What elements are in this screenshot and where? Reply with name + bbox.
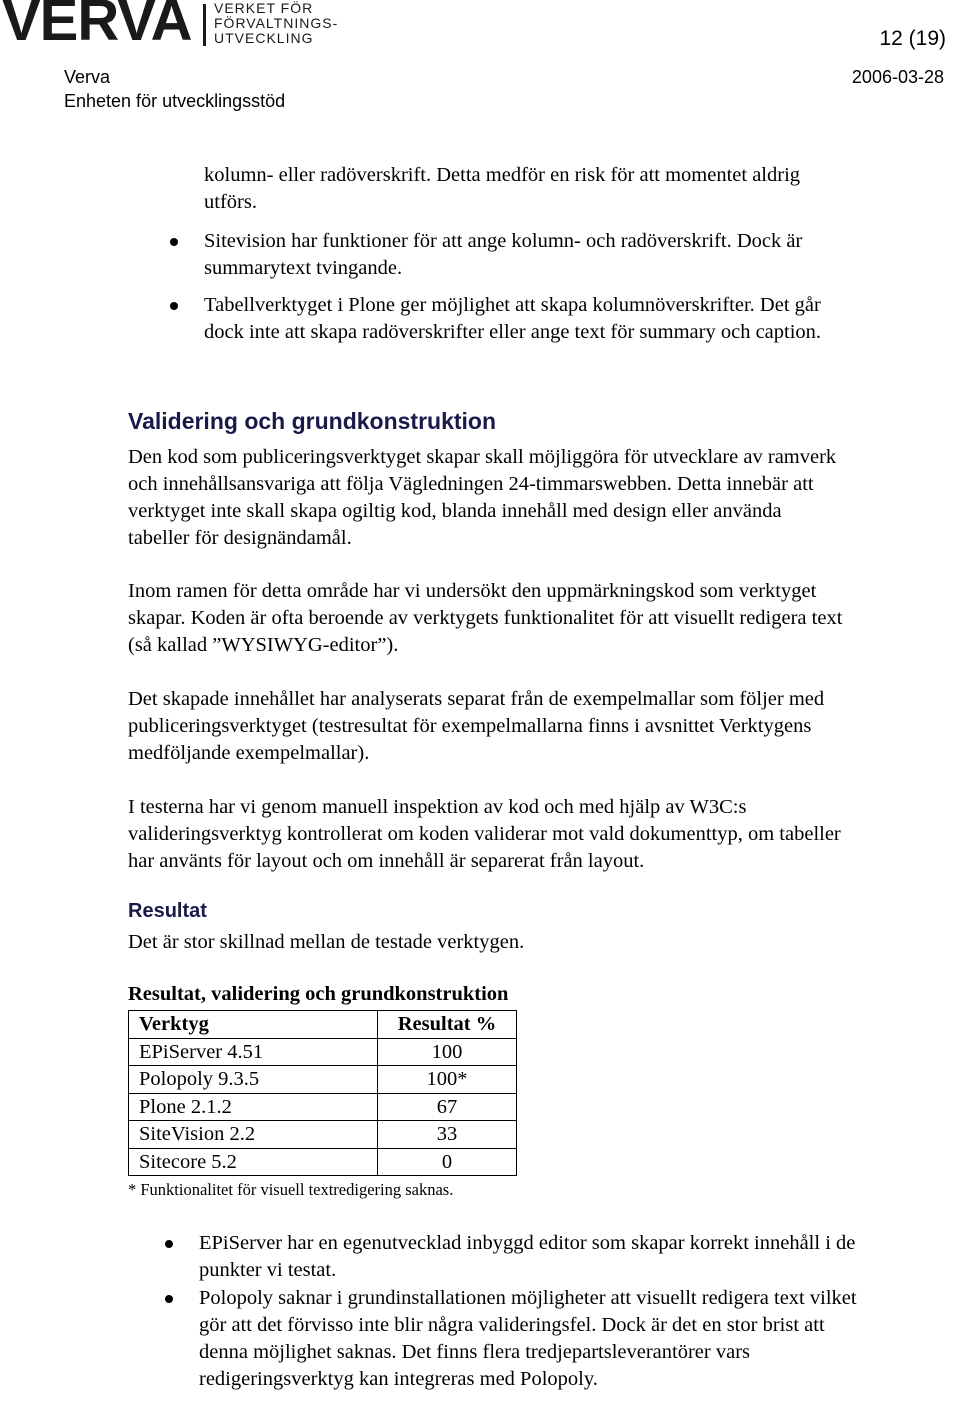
table-cell: 100* bbox=[378, 1066, 517, 1094]
table-row bbox=[129, 1121, 517, 1149]
section-heading: Validering och grundkonstruktion bbox=[128, 408, 497, 434]
list-item: EPiServer har en egenutvecklad inbyggd editor som skapar korrekt innehåll i de punkter vi testat. bbox=[199, 1232, 856, 1281]
table-cell: 33 bbox=[378, 1121, 517, 1149]
header-unit: Enheten för utvecklingsstöd bbox=[64, 91, 286, 111]
bullet-icon bbox=[170, 302, 178, 310]
logo-sub-line: FÖRVALTNINGS- bbox=[214, 15, 339, 31]
table-cell: EPiServer 4.51 bbox=[129, 1038, 378, 1066]
paragraph: Det skapade innehållet har analyserats separat från de exempelmallar som följer med publiceringsverktyget (testresultat för exempelmallarna finns i avsnittet Verktygens medföljande exempelmallar). bbox=[128, 688, 825, 764]
paragraph: Den kod som publiceringsverktyget skapar skall möjliggöra för utvecklare av ramverk och innehållsansvariga att följa Vägledningen 24-timmarswebben. Detta innebär att verktyget inte skall skapa ogiltig kod, blanda innehåll med design eller använda tabeller för designändamål. bbox=[128, 446, 837, 549]
column-header: Verktyg bbox=[129, 1011, 378, 1039]
result-text: Det är stor skillnad mellan de testade verktygen. bbox=[128, 931, 525, 953]
logo-subtitle bbox=[214, 1, 338, 46]
table-cell: SiteVision 2.2 bbox=[129, 1121, 378, 1149]
bullet-icon bbox=[165, 1295, 173, 1303]
table-row bbox=[129, 1066, 517, 1094]
list-item: kolumn- eller radöverskrift. Detta medför en risk för att momentet aldrig utförs. bbox=[204, 164, 801, 213]
list-item: Tabellverktyget i Plone ger möjlighet att skapa kolumnöverskrifter. Det går dock inte att skapa radöverskrifter eller ange text för summary och caption. bbox=[204, 294, 822, 343]
list-item: Polopoly saknar i grundinstallationen möjligheter att visuellt redigera text vilket gör att det förvisso inte blir några valideringsfel. Dock är det en stor brist att denna möjlighet saknas. Det finns flera tredjepartsleverantörer vars redigeringsverktyg kan integreras med Polopoly. bbox=[199, 1287, 857, 1390]
column-header: Resultat % bbox=[378, 1011, 517, 1039]
result-heading: Resultat bbox=[128, 900, 207, 922]
table-cell: 100 bbox=[378, 1038, 517, 1066]
page-number: 12 (19) bbox=[879, 27, 946, 50]
logo-sub-line: VERKET FÖR bbox=[214, 0, 314, 16]
table-cell: Plone 2.1.2 bbox=[129, 1093, 378, 1121]
table-cell: Sitecore 5.2 bbox=[129, 1148, 378, 1176]
logo-sub-line: UTVECKLING bbox=[214, 30, 314, 46]
table-row bbox=[129, 1148, 517, 1176]
paragraph: Inom ramen för detta område har vi undersökt den uppmärkningskod som verktyget skapar. Koden är ofta beroende av verktygets funktionalitet för att visuellt redigera text (så kallad ”WYSIWYG-editor”). bbox=[128, 580, 843, 656]
list-item: Sitevision har funktioner för att ange kolumn- och radöverskrift. Dock är summarytext tvingande. bbox=[204, 230, 803, 279]
bullet-icon bbox=[170, 238, 178, 246]
results-table bbox=[128, 1010, 517, 1176]
logo-divider bbox=[203, 4, 206, 46]
header-org: Verva bbox=[64, 67, 111, 87]
table-header-row bbox=[129, 1011, 517, 1039]
table-footnote: * Funktionalitet för visuell textredigering saknas. bbox=[128, 1180, 454, 1199]
bullet-icon bbox=[165, 1240, 173, 1248]
table-row bbox=[129, 1093, 517, 1121]
table-cell: 67 bbox=[378, 1093, 517, 1121]
paragraph: I testerna har vi genom manuell inspektion av kod och med hjälp av W3C:s valideringsverktyg kontrollerat om koden validerar mot vald dokumenttyp, om tabeller har använts för layout och om innehåll är separerat från layout. bbox=[128, 796, 841, 872]
logo-wordmark: VERVA bbox=[2, 0, 192, 53]
header-date: 2006-03-28 bbox=[851, 67, 944, 87]
table-row bbox=[129, 1038, 517, 1066]
table-cell: Polopoly 9.3.5 bbox=[129, 1066, 378, 1094]
table-caption: Resultat, validering och grundkonstruktion bbox=[128, 983, 509, 1005]
header-org-block bbox=[64, 65, 285, 113]
table-cell: 0 bbox=[378, 1148, 517, 1176]
verva-logo bbox=[0, 0, 340, 53]
